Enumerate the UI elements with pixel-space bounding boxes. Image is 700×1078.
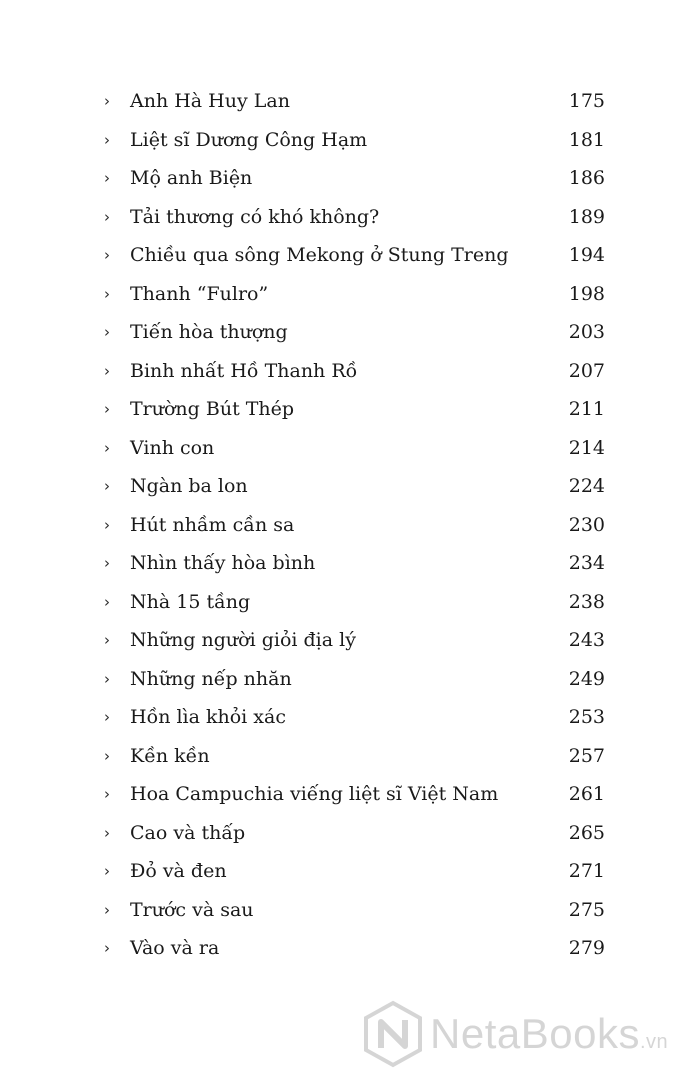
toc-entry-title: Hồn lìa khỏi xác bbox=[130, 706, 286, 728]
toc-entry bbox=[0, 737, 700, 776]
toc-entry bbox=[0, 506, 700, 545]
toc-entry-title: Hoa Campuchia viếng liệt sĩ Việt Nam bbox=[130, 783, 499, 805]
toc-entry-title: Đỏ và đen bbox=[130, 860, 227, 882]
toc-entry-title: Tải thương có khó không? bbox=[130, 205, 380, 228]
chevron-right-icon: › bbox=[104, 669, 110, 688]
netabooks-watermark bbox=[362, 1000, 692, 1072]
toc-entry-page: 198 bbox=[568, 282, 605, 305]
toc-entry bbox=[0, 121, 700, 160]
toc-entry-page: 207 bbox=[568, 359, 605, 382]
toc-entry-title: Những người giỏi địa lý bbox=[130, 629, 356, 651]
toc-entry-page: 186 bbox=[568, 167, 605, 189]
toc-entry bbox=[0, 775, 700, 814]
chevron-right-icon: › bbox=[104, 785, 110, 803]
toc-entry-title: Nhìn thấy hòa bình bbox=[130, 552, 316, 574]
chevron-right-icon: › bbox=[104, 939, 110, 957]
watermark-text bbox=[430, 1010, 668, 1058]
chevron-right-icon: › bbox=[104, 554, 110, 572]
toc-entry-page: 253 bbox=[568, 706, 605, 728]
chevron-right-icon: › bbox=[104, 823, 110, 842]
netabooks-logo-icon bbox=[362, 1000, 424, 1068]
toc-entry bbox=[0, 698, 700, 737]
toc-entry-page: 230 bbox=[568, 513, 605, 536]
toc-entry bbox=[0, 544, 700, 583]
toc-entry-title: Binh nhất Hồ Thanh Rồ bbox=[130, 359, 358, 382]
toc-entry bbox=[0, 891, 700, 930]
toc-entry-title: Vào và ra bbox=[130, 937, 220, 959]
chevron-right-icon: › bbox=[104, 92, 110, 110]
toc-entry-title: Ngàn ba lon bbox=[130, 475, 248, 497]
toc-entry-title: Trước và sau bbox=[130, 898, 254, 921]
toc-entry bbox=[0, 198, 700, 237]
chevron-right-icon: › bbox=[104, 323, 110, 341]
toc-entry-title: Mộ anh Biện bbox=[130, 167, 253, 189]
toc-entry-page: 224 bbox=[568, 475, 605, 497]
toc-entry-title: Chiều qua sông Mekong ở Stung Treng bbox=[130, 244, 509, 266]
toc-entry-page: 211 bbox=[568, 398, 605, 420]
toc-entry-title: Vinh con bbox=[130, 436, 215, 459]
chevron-right-icon: › bbox=[104, 400, 110, 418]
chevron-right-icon: › bbox=[104, 900, 110, 919]
toc-entry bbox=[0, 159, 700, 198]
toc-entry bbox=[0, 660, 700, 699]
toc-entry-title: Tiến hòa thượng bbox=[130, 321, 288, 343]
toc-entry-page: 189 bbox=[568, 205, 605, 228]
chevron-right-icon: › bbox=[104, 361, 110, 380]
toc-entry-title: Anh Hà Huy Lan bbox=[130, 90, 290, 112]
toc-entry-title: Hút nhầm cần sa bbox=[130, 513, 295, 536]
chevron-right-icon: › bbox=[104, 862, 110, 880]
chevron-right-icon: › bbox=[104, 169, 110, 187]
toc-entry bbox=[0, 852, 700, 891]
toc-entry-page: 279 bbox=[568, 937, 605, 959]
toc-entry bbox=[0, 583, 700, 622]
toc-entry-title: Nhà 15 tầng bbox=[130, 590, 251, 613]
toc-entry bbox=[0, 467, 700, 506]
toc-entry-page: 203 bbox=[568, 321, 605, 343]
toc-entry bbox=[0, 82, 700, 121]
toc-entry-page: 271 bbox=[568, 860, 605, 882]
toc-entry-page: 275 bbox=[568, 898, 605, 921]
chevron-right-icon: › bbox=[104, 130, 110, 149]
chevron-right-icon: › bbox=[104, 708, 110, 726]
toc-entry-title: Thanh “Fulro” bbox=[130, 282, 269, 305]
chevron-right-icon: › bbox=[104, 631, 110, 649]
toc-entry-page: 194 bbox=[568, 244, 605, 266]
chevron-right-icon: › bbox=[104, 284, 110, 303]
toc-entry-page: 243 bbox=[568, 629, 605, 651]
toc-entry-title: Những nếp nhăn bbox=[130, 667, 292, 690]
chevron-right-icon: › bbox=[104, 246, 110, 264]
toc-entry-title: Liệt sĩ Dương Công Hạm bbox=[130, 128, 368, 151]
watermark-brand: NetaBooks bbox=[430, 1010, 640, 1057]
toc-entry-page: 265 bbox=[568, 821, 605, 844]
toc-entry bbox=[0, 313, 700, 352]
toc-entry bbox=[0, 929, 700, 968]
chevron-right-icon: › bbox=[104, 438, 110, 457]
toc-entry bbox=[0, 275, 700, 314]
toc-entry-page: 181 bbox=[568, 128, 605, 151]
toc-entry-title: Kền kền bbox=[130, 744, 210, 767]
toc-entry-page: 238 bbox=[568, 590, 605, 613]
toc-entry bbox=[0, 352, 700, 391]
chevron-right-icon: › bbox=[104, 592, 110, 611]
toc-entry-page: 261 bbox=[568, 783, 605, 805]
toc-entry-page: 234 bbox=[568, 552, 605, 574]
chevron-right-icon: › bbox=[104, 477, 110, 495]
chevron-right-icon: › bbox=[104, 207, 110, 226]
toc-entry bbox=[0, 236, 700, 275]
toc-entry bbox=[0, 390, 700, 429]
toc-entry bbox=[0, 621, 700, 660]
toc-entry-title: Trường Bút Thép bbox=[130, 398, 295, 420]
toc-entry-page: 214 bbox=[568, 436, 605, 459]
toc-entry-page: 249 bbox=[568, 667, 605, 690]
toc-entry-page: 175 bbox=[568, 90, 605, 112]
watermark-suffix: .vn bbox=[639, 1031, 669, 1053]
chevron-right-icon: › bbox=[104, 515, 110, 534]
chevron-right-icon: › bbox=[104, 746, 110, 765]
toc-entry-page: 257 bbox=[568, 744, 605, 767]
toc-entry bbox=[0, 429, 700, 468]
toc-entry bbox=[0, 814, 700, 853]
toc-entry-title: Cao và thấp bbox=[130, 821, 246, 844]
table-of-contents bbox=[0, 82, 700, 968]
